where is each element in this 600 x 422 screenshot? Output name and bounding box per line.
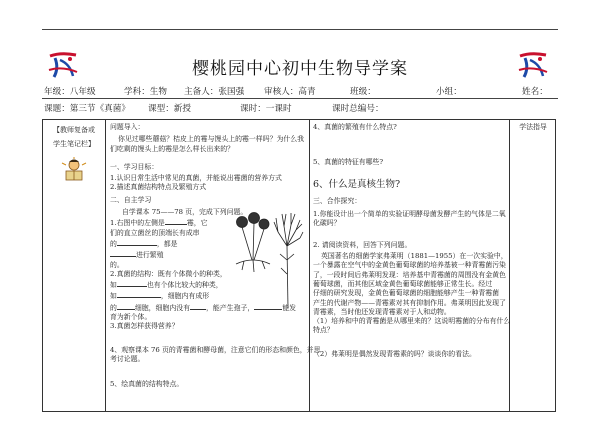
- question-2-line-2: 如 也有个体比较大的种类，: [110, 281, 223, 290]
- cooperative-title: 三、合作探究：: [313, 196, 362, 205]
- notes-heading-line1: 【教师复备或: [53, 126, 95, 134]
- passage-line-4: 葡萄球菌，而其他区域金黄色葡萄球菌能够正常生长。经过: [313, 279, 493, 288]
- question-1-line-5: 的。: [110, 260, 124, 269]
- question-2-line-3: 如 ，细胞内有成形: [110, 292, 210, 301]
- subject-field: 学科：生物: [124, 87, 167, 97]
- lesson-total: 课时总编号：: [332, 104, 384, 114]
- passage-question-1-line-2: 特点？: [313, 326, 334, 335]
- lesson-topic: 课题：第三节《真菌》: [44, 104, 130, 114]
- goals-title: 一、学习目标：: [110, 162, 159, 171]
- name-field: 姓名：: [522, 87, 548, 97]
- question-2-line-5: 育为新个体。: [110, 313, 152, 322]
- lesson-hours: 课时：一课时: [240, 104, 292, 114]
- class-field: 班级：: [350, 87, 376, 97]
- group-field: 小组：: [436, 87, 462, 97]
- study-method-label: 学法指导: [519, 123, 547, 131]
- question-1-line-1: 1.右图中的左侧是 霉，它: [110, 219, 208, 228]
- student-reading-icon: [60, 157, 88, 183]
- question-5: 5、绘真菌的结构特点。: [110, 380, 184, 389]
- passage-line-3: 了，一段时间后弗莱明发现：培养基中青霉菌的周围没有金黄色: [313, 270, 506, 279]
- intro-question: 问题导入：: [110, 123, 145, 131]
- inquiry-1-line-1: 1.你能设计出一个简单的实验证明酵母菌发酵产生的气体是二氧: [313, 210, 506, 219]
- goal-1: 1.认识日常生活中常见的真菌，并能说出霉菌的营养方式: [110, 174, 282, 183]
- reproduction-question: 4、真菌的繁殖有什么特点?: [313, 123, 397, 131]
- page-title: 樱桃园中心初中生物导学案: [192, 59, 408, 79]
- col-divider-1: [105, 119, 106, 412]
- question-4-line-1: 4、观察课本 76 页的青霉菌和酵母菌，注意它们的形态和颜色，并思: [110, 345, 321, 354]
- question-3: 3.真菌怎样获得营养？: [110, 322, 179, 331]
- rhizopus-drawing: [236, 213, 270, 273]
- self-study-instruction: 自学课本 75——78 页，完成下列问题。: [122, 208, 248, 217]
- notes-column: [44, 123, 104, 151]
- col-divider-2: [309, 119, 310, 412]
- passage-line-2: 一个暴露在空气中的金黄色葡萄球菌的培养基被一种青霉菌污染: [313, 261, 506, 270]
- eukaryote-title: 6、什么是真核生物?: [313, 178, 401, 190]
- passage-line-6: 产生的代谢产物——青霉素对其有抑制作用。弗莱明因此发现了: [313, 298, 506, 307]
- col-divider-3: [509, 119, 510, 412]
- question-2-line-1: 2.真菌的结构：既有个体微小的种类，: [110, 269, 227, 278]
- inquiry-1-line-2: 化碳吗？: [313, 219, 341, 228]
- question-2-line-4: 的 细胞，细胞内没有 ，能产生孢子， 能发: [110, 303, 297, 312]
- question-1-line-2: 们的直立菌丝的顶端长有成串: [110, 228, 200, 237]
- passage-question-1-line-1: （1）培养和中的青霉菌是从哪里来的？这说明霉菌的分布有什么: [313, 317, 511, 326]
- penicillium-drawing: [274, 213, 303, 308]
- reviewer-field: 审核人：高青: [264, 87, 316, 97]
- self-study-title: 二、自主学习: [110, 195, 152, 204]
- top-rule: [42, 29, 558, 30]
- preparer-field: 主备人：张国强: [184, 87, 245, 97]
- mold-illustration: [232, 208, 304, 310]
- intro-text-2: 们吃剩的馒头上的霉是怎么样长出来的？: [110, 144, 235, 153]
- inquiry-2-title: 2. 请阅读资料，回答下列问题。: [313, 240, 412, 249]
- question-1-line-3: 的 ，都是: [110, 239, 178, 248]
- lesson-type: 课型：新授: [148, 104, 191, 114]
- notes-heading-line2: 学生笔记栏】: [53, 140, 95, 148]
- intro-text-1: 你见过哪些蘑菇？桔皮上的霉与馒头上的霉一样吗？为什么我: [118, 135, 305, 144]
- question-1-line-4: 进行繁殖: [110, 249, 308, 260]
- info-rule: [42, 98, 558, 99]
- passage-line-7: 青霉素，当时他还发现青霉素对于人和动物。: [313, 307, 451, 316]
- features-question: 5、真菌的特征有哪些?: [313, 158, 384, 167]
- passage-line-5: 仔细的研究发现，金黄色葡萄球菌的细胞能够产生一种青霉菌: [313, 289, 500, 298]
- right-content-column: [313, 123, 511, 359]
- passage-line-1: 英国著名的细菌学家弗莱明（1881—1955）在一次实验中，: [321, 252, 508, 261]
- goal-2: 2.描述真菌结构特点及繁殖方式: [110, 183, 207, 192]
- grade-field: 年级：八年级: [44, 87, 96, 97]
- study-method-column: [511, 123, 555, 132]
- passage-question-2: （2）弗莱明是偶然发现青霉素的吗？谈谈你的看法。: [313, 349, 476, 358]
- question-4-line-2: 考讨论题。: [110, 354, 145, 363]
